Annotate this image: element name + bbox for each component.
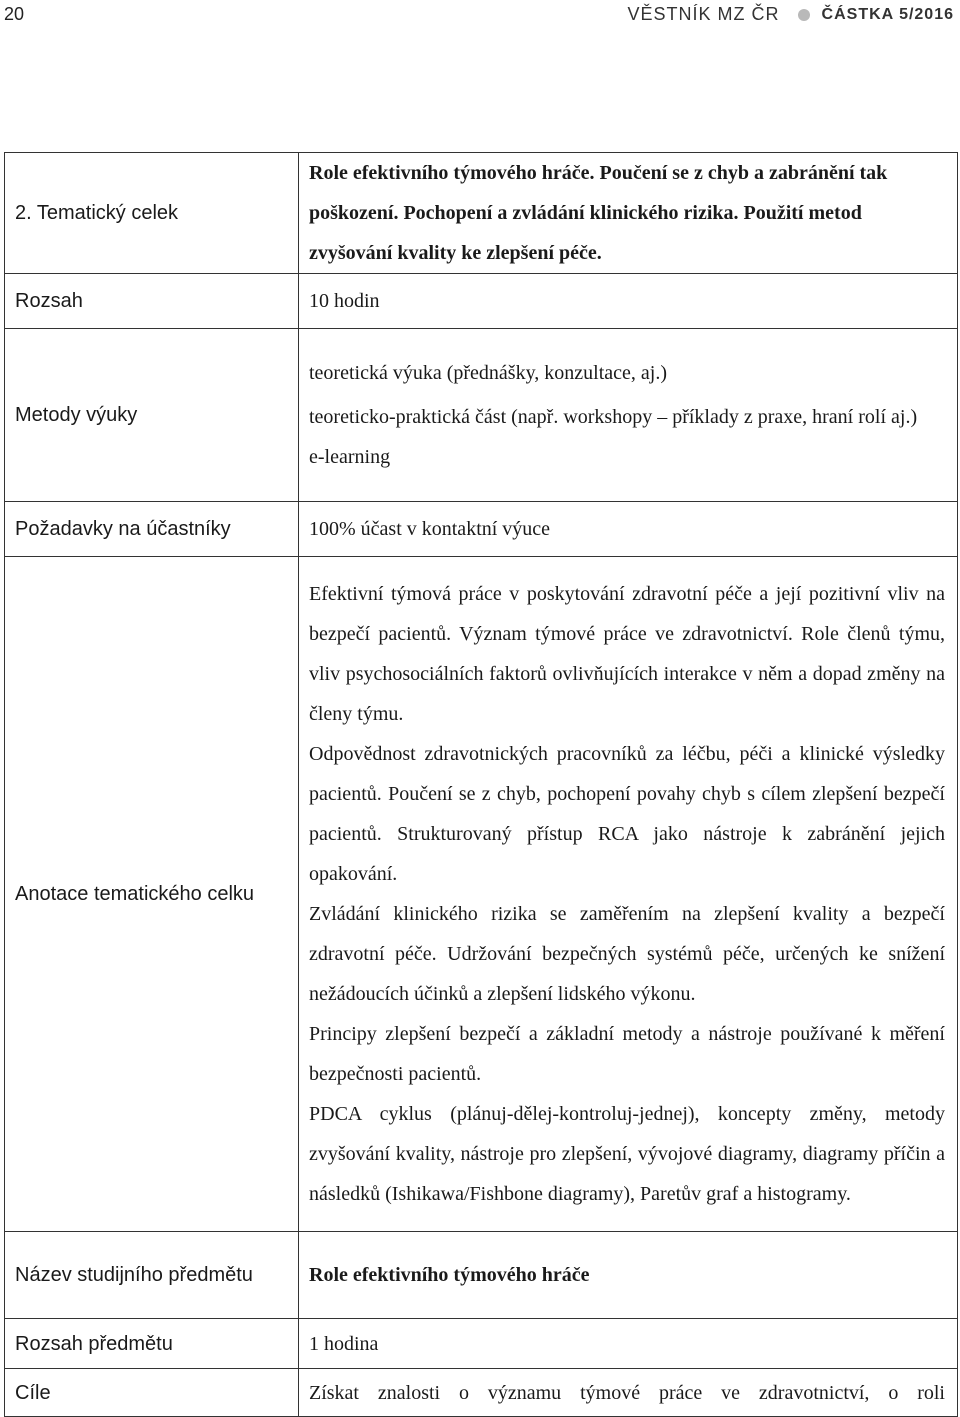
row-label-teaching-methods: Metody výuky: [5, 329, 299, 502]
teaching-methods-list: [299, 329, 958, 502]
journal-title: VĚSTNÍK MZ ČR: [627, 4, 780, 24]
teaching-method-item: e-learning: [309, 446, 391, 468]
header-right: [628, 4, 954, 25]
annotation-paragraph: PDCA cyklus (plánuj-dělej-kontroluj-jednej), koncepty změny, metody zvyšování kvality, nástroje pro zlepšení, vývojové diagramy, diagramy příčin a následků (Ishikawa/Fishbone diagramy), Paretův graf a histogramy.: [309, 1103, 945, 1205]
issue-part: ČÁSTKA 5/2016: [821, 5, 954, 23]
row-label-scope: Rozsah: [5, 274, 299, 329]
course-name-value: Role efektivního týmového hráče: [299, 1232, 958, 1319]
goals-value: Získat znalosti o významu týmové práce ve zdravotnictví, o roli: [299, 1369, 958, 1417]
row-label-goals: Cíle: [5, 1369, 299, 1417]
table-row: [5, 1319, 958, 1369]
page-header: [0, 0, 960, 30]
table-row: [5, 1369, 958, 1417]
page-number: 20: [4, 4, 25, 24]
syllabus-table: [4, 152, 958, 1417]
table-row: [5, 557, 958, 1232]
table-row: [5, 1232, 958, 1319]
row-label-course-scope: Rozsah předmětu: [5, 1319, 299, 1369]
bullet-dot-icon: [798, 9, 810, 21]
table-row: [5, 329, 958, 502]
thematic-unit-title: Role efektivního týmového hráče. Poučení se z chyb a zabránění tak poškození. Pochopení a zvládání klinického rizika. Použití metod zvyšování kvality ke zlepšení péče.: [299, 153, 958, 274]
annotation-paragraph: Zvládání klinického rizika se zaměřením na zlepšení kvality a bezpečí zdravotní péče. Udržování bezpečných systémů péče, určených ke snížení nežádoucích účinků a zlepšení lidského výkonu.: [309, 903, 945, 1005]
teaching-method-item: teoretická výuka (přednášky, konzultace, aj.): [309, 362, 667, 384]
row-label-thematic-unit: 2. Tematický celek: [5, 153, 299, 274]
row-label-annotation: Anotace tematického celku: [5, 557, 299, 1232]
table-row: [5, 274, 958, 329]
teaching-method-item: teoreticko-praktická část (např. workshopy – příklady z praxe, hraní rolí aj.): [309, 406, 918, 428]
annotation-paragraph: Efektivní týmová práce v poskytování zdravotní péče a její pozitivní vliv na bezpečí pacientů. Význam týmové práce ve zdravotnictví. Role členů týmu, vliv psychosociálních faktorů ovlivňujících interakce v něm a dopad změny na členy týmu.: [309, 583, 945, 725]
course-scope-value: 1 hodina: [299, 1319, 958, 1369]
annotation-paragraph: Odpovědnost zdravotnických pracovníků za léčbu, péči a klinické výsledky pacientů. Poučení se z chyb, pochopení povahy chyb s cílem zlepšení bezpečí pacientů. Strukturovaný přístup RCA jako nástroje k zabránění jejich opakování.: [309, 743, 945, 885]
table-row: [5, 153, 958, 274]
row-label-requirements: Požadavky na účastníky: [5, 502, 299, 557]
annotation-paragraph: Principy zlepšení bezpečí a základní metody a nástroje používané k měření bezpečnosti pacientů.: [309, 1023, 945, 1085]
table-row: [5, 502, 958, 557]
row-label-course-name: Název studijního předmětu: [5, 1232, 299, 1319]
annotation-content: [299, 557, 958, 1232]
scope-value: 10 hodin: [299, 274, 958, 329]
requirements-value: 100% účast v kontaktní výuce: [299, 502, 958, 557]
